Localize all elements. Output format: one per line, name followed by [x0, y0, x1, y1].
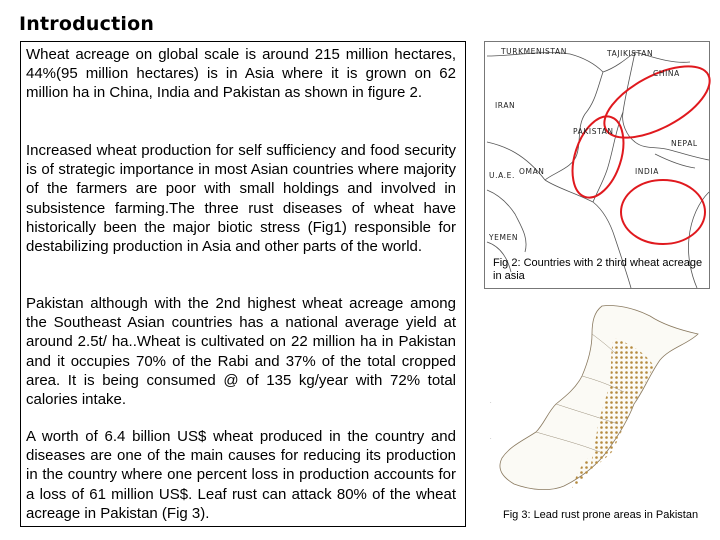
label-yemen: YEMEN [489, 233, 519, 242]
south-asia-map [485, 42, 711, 290]
border-pakistan-india [593, 112, 623, 202]
label-pakistan: PAKISTAN [573, 127, 614, 136]
border-afghanistan-pakistan [545, 72, 603, 180]
label-india: INDIA [635, 167, 659, 176]
pakistan-highlight-oval [563, 110, 633, 204]
figure-2-map [484, 41, 710, 289]
paragraph-food-security: Increased wheat production for self sufficiency and food security is of strategic importance in most Asian countries where majority of the farmers are poor with small holdings and involved in subsistence farming.The three rust diseases of wheat have historically been the major biotic stress (Fig1) responsible for destabilizing production in Asia and other parts of the world. [26, 142, 456, 256]
pakistan-map [484, 300, 710, 505]
coastline-oman [487, 190, 526, 252]
border-nepal [655, 154, 695, 168]
label-turkmenistan: TURKMENISTAN [501, 47, 567, 56]
label-china: CHINA [653, 69, 680, 78]
label-iran: IRAN [495, 101, 516, 110]
label-oman: OMAN [519, 167, 545, 176]
china-highlight-oval [594, 52, 711, 152]
india-highlight-oval [621, 180, 705, 244]
figure-2-caption: Fig 2: Countries with 2 third wheat acreage in asia [493, 257, 703, 282]
paragraph-economic-loss: A worth of 6.4 billion US$ wheat produced in the country and diseases are one of the main causes for reducing its production in the country where one percent loss in production accounts for a loss of 61 million US$. Leaf rust can attack 80% of the wheat acreage in Pakistan (Fig 3). [26, 428, 456, 522]
paragraph-wheat-acreage: Wheat acreage on global scale is around 215 million hectares, 44%(95 million hectares) is in Asia where it is grown on 62 million ha in China, India and Pakistan as shown in figure 2. [26, 46, 456, 102]
figure-3-caption: Fig 3: Lead rust prone areas in Pakistan [503, 509, 699, 521]
label-nepal: NEPAL [671, 139, 698, 148]
map-margin-mark-2: · [490, 436, 492, 442]
label-tajikistan: TAJIKISTAN [607, 49, 654, 58]
page-title: Introduction [19, 13, 155, 35]
label-uae: U.A.E. [489, 171, 515, 180]
map-margin-mark-1: · [490, 400, 492, 406]
figure-3-map [484, 300, 710, 505]
paragraph-pakistan-yield: Pakistan although with the 2nd highest wheat acreage among the Southeast Asian countries has a national average yield at around 2.5t/ ha..Wheat is cultivated on 22 million ha in Pakistan and it occupies 70% of the Rabi and 37% of the total cropped area. It is being consumed @ of 135 kg/year with 72% total calories intake. [26, 295, 456, 409]
